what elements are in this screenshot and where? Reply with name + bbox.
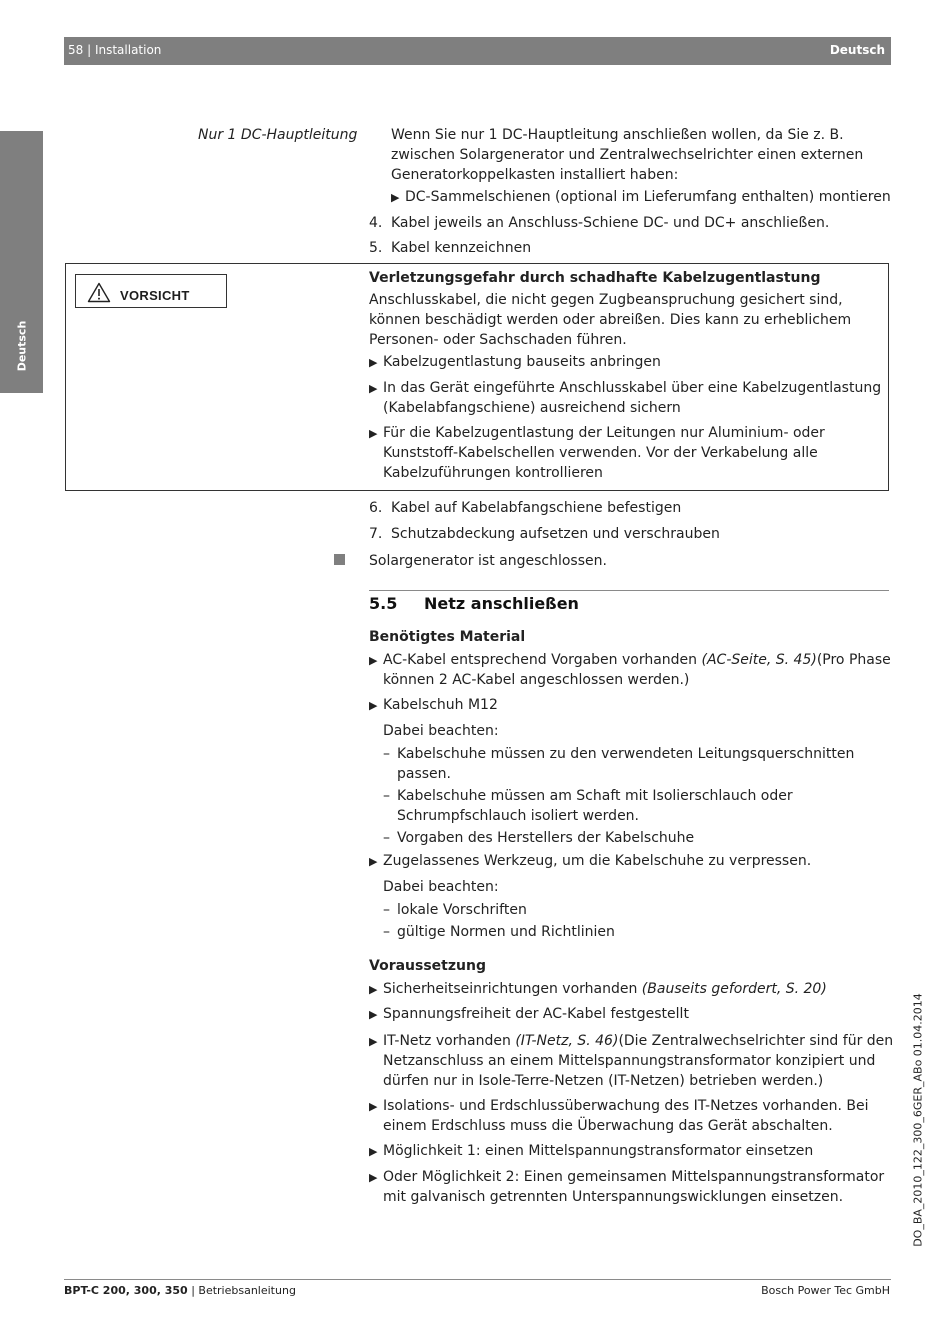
dash-item-text: lokale Vorschriften xyxy=(397,902,527,918)
step-6 xyxy=(369,498,681,518)
triangle-right-icon: ▶ xyxy=(369,1035,378,1048)
caution-body-line: Anschlusskabel, die nicht gegen Zugbeanspruchung gesichert sind, xyxy=(369,292,843,308)
footer-company: Bosch Power Tec GmbH xyxy=(761,1284,890,1297)
triangle-right-icon: ▶ xyxy=(369,1145,378,1158)
intro-line-2: zwischen Solargenerator und Zentralwechselrichter einen externen xyxy=(391,147,864,163)
header-language: Deutsch xyxy=(829,43,885,57)
material-note: Dabei beachten: xyxy=(383,723,499,739)
intro-line-1: Wenn Sie nur 1 DC-Hauptleitung anschließen wollen, da Sie z. B. xyxy=(391,127,844,143)
triangle-right-icon: ▶ xyxy=(369,382,378,395)
result-text: Solargenerator ist angeschlossen. xyxy=(369,553,607,569)
prereq-item xyxy=(369,1004,689,1025)
prereq-item-text: Isolations- und Erdschlussüberwachung des IT-Netzes vorhanden. Bei xyxy=(383,1098,869,1114)
header-bar xyxy=(64,37,891,65)
dash-item-text: Kabelschuhe müssen am Schaft mit Isolierschlauch oder xyxy=(397,788,793,804)
triangle-right-icon: ▶ xyxy=(391,191,400,204)
step-number: 7. xyxy=(369,526,383,542)
material-item xyxy=(369,650,891,671)
material-item-text: AC-Kabel entsprechend Vorgaben vorhanden xyxy=(383,652,702,668)
dash-marker: – xyxy=(383,788,390,804)
cross-reference-link[interactable]: (Bauseits gefordert, S. 20) xyxy=(641,981,827,997)
prereq-item xyxy=(369,979,827,1000)
caution-badge-label: VORSICHT xyxy=(120,288,190,303)
dash-marker: – xyxy=(383,830,390,846)
prereq-item-text: Sicherheitseinrichtungen vorhanden xyxy=(383,981,642,997)
footer-product-name: BPT-C 200, 300, 350 xyxy=(64,1284,188,1297)
footer-product xyxy=(64,1284,296,1297)
material-item xyxy=(369,695,498,716)
step-5 xyxy=(369,238,531,258)
triangle-right-icon: ▶ xyxy=(369,1008,378,1021)
caution-bullet-cont: Kabelzuführungen kontrollieren xyxy=(383,465,603,481)
cross-reference-link[interactable]: (IT-Netz, S. 46) xyxy=(515,1033,619,1049)
triangle-right-icon: ▶ xyxy=(369,654,378,667)
triangle-right-icon: ▶ xyxy=(369,1100,378,1113)
triangle-right-icon: ▶ xyxy=(369,1171,378,1184)
dash-marker: – xyxy=(383,746,390,762)
material-item xyxy=(369,851,811,872)
cross-reference-link[interactable]: (AC-Seite, S. 45) xyxy=(701,652,817,668)
triangle-right-icon: ▶ xyxy=(369,699,378,712)
dash-item-text: gültige Normen und Richtlinien xyxy=(397,924,615,940)
dash-item-cont: Schrumpfschlauch isoliert werden. xyxy=(397,808,639,824)
prereq-item xyxy=(369,1141,813,1162)
intro-bullet-text: DC-Sammelschienen (optional im Lieferumfang enthalten) montieren xyxy=(405,189,891,205)
step-4 xyxy=(369,213,829,233)
caution-bullet-cont: Kunststoff-Kabelschellen verwenden. Vor der Verkabelung alle xyxy=(383,445,818,461)
section-number: 5.5 xyxy=(369,594,398,613)
material-item-cont: können 2 AC-Kabel angeschlossen werden.) xyxy=(383,672,690,688)
section-title: Netz anschließen xyxy=(424,594,579,613)
step-text: Kabel kennzeichnen xyxy=(391,240,532,256)
side-language-label: Deutsch xyxy=(15,320,29,372)
caution-body-line: Personen- oder Sachschaden führen. xyxy=(369,332,627,348)
intro-line-3: Generatorkoppelkasten installiert haben: xyxy=(391,167,679,183)
triangle-right-icon: ▶ xyxy=(369,983,378,996)
caution-bullet-text: Für die Kabelzugentlastung der Leitungen nur Aluminium- oder xyxy=(383,425,825,441)
step-number: 4. xyxy=(369,215,383,231)
dash-item-text: Kabelschuhe müssen zu den verwendeten Leitungsquerschnitten xyxy=(397,746,855,762)
caution-bullet xyxy=(369,423,825,444)
prereq-item-cont: mit galvanisch getrennten Unterspannungswicklungen einsetzen. xyxy=(383,1189,844,1205)
footer-doc-type: | Betriebsanleitung xyxy=(187,1284,296,1297)
triangle-right-icon: ▶ xyxy=(369,427,378,440)
prereq-item-text: (Die Zentralwechselrichter sind für den xyxy=(618,1033,894,1049)
caution-bullet xyxy=(369,352,661,373)
prereq-heading: Voraussetzung xyxy=(369,958,486,974)
material-item-text: Kabelschuh M12 xyxy=(383,697,498,713)
dash-item xyxy=(383,744,854,764)
prereq-item-cont: einem Erdschluss muss die Überwachung das Gerät abschalten. xyxy=(383,1118,833,1134)
prereq-item xyxy=(369,1031,893,1052)
prereq-item xyxy=(369,1167,884,1188)
step-7 xyxy=(369,524,720,544)
dash-item-cont: passen. xyxy=(397,766,451,782)
caution-bullet xyxy=(369,378,881,399)
caution-bullet-text: In das Gerät eingeführte Anschlusskabel über eine Kabelzugentlastung xyxy=(383,380,882,396)
material-note: Dabei beachten: xyxy=(383,879,499,895)
dash-marker: – xyxy=(383,902,390,918)
square-icon xyxy=(334,554,345,565)
triangle-right-icon: ▶ xyxy=(369,855,378,868)
header-section: 58 | Installation xyxy=(68,43,162,57)
dash-item xyxy=(383,922,615,942)
prereq-item-text: Möglichkeit 1: einen Mittelspannungstransformator einsetzen xyxy=(383,1143,814,1159)
dash-item xyxy=(383,828,694,848)
prereq-item-text: Oder Möglichkeit 2: Einen gemeinsamen Mittelspannungstransformator xyxy=(383,1169,885,1185)
material-item-text: (Pro Phase xyxy=(816,652,891,668)
prereq-item xyxy=(369,1096,868,1117)
step-number: 6. xyxy=(369,500,383,516)
prereq-item-cont: dürfen nur in Isole-Terre-Netzen (IT-Netzen) betrieben werden.) xyxy=(383,1073,824,1089)
caution-bullet-cont: (Kabelabfangschiene) ausreichend sichern xyxy=(383,400,681,416)
footer-divider xyxy=(64,1279,891,1280)
section-divider xyxy=(369,590,889,591)
step-text: Kabel jeweils an Anschluss-Schiene DC- und DC+ anschließen. xyxy=(391,215,830,231)
prereq-item-text: Spannungsfreiheit der AC-Kabel festgestellt xyxy=(383,1006,689,1022)
step-number: 5. xyxy=(369,240,383,256)
dash-marker: – xyxy=(383,924,390,940)
triangle-right-icon: ▶ xyxy=(369,356,378,369)
caution-bullet-text: Kabelzugentlastung bauseits anbringen xyxy=(383,354,661,370)
caution-body-line: können beschädigt werden oder abreißen. Dies kann zu erheblichem xyxy=(369,312,852,328)
material-item-text: Zugelassenes Werkzeug, um die Kabelschuhe zu verpressen. xyxy=(383,853,812,869)
intro-label: Nur 1 DC-Hauptleitung xyxy=(198,127,358,143)
material-heading: Benötigtes Material xyxy=(369,629,526,645)
prereq-item-cont: Netzanschluss an einem Mittelspannungstransformator konzipiert und xyxy=(383,1053,876,1069)
intro-bullet xyxy=(391,187,891,208)
dash-item xyxy=(383,786,793,806)
warning-triangle-icon xyxy=(87,282,111,303)
caution-title: Verletzungsgefahr durch schadhafte Kabelzugentlastung xyxy=(369,270,821,286)
document-code: DO_BA_2010_122_300_6GER_ABo 01.04.2014 xyxy=(911,993,925,1247)
prereq-item-text: IT-Netz vorhanden xyxy=(383,1033,516,1049)
step-text: Schutzabdeckung aufsetzen und verschrauben xyxy=(391,526,720,542)
dash-item xyxy=(383,900,527,920)
dash-item-text: Vorgaben des Herstellers der Kabelschuhe xyxy=(397,830,695,846)
step-text: Kabel auf Kabelabfangschiene befestigen xyxy=(391,500,682,516)
